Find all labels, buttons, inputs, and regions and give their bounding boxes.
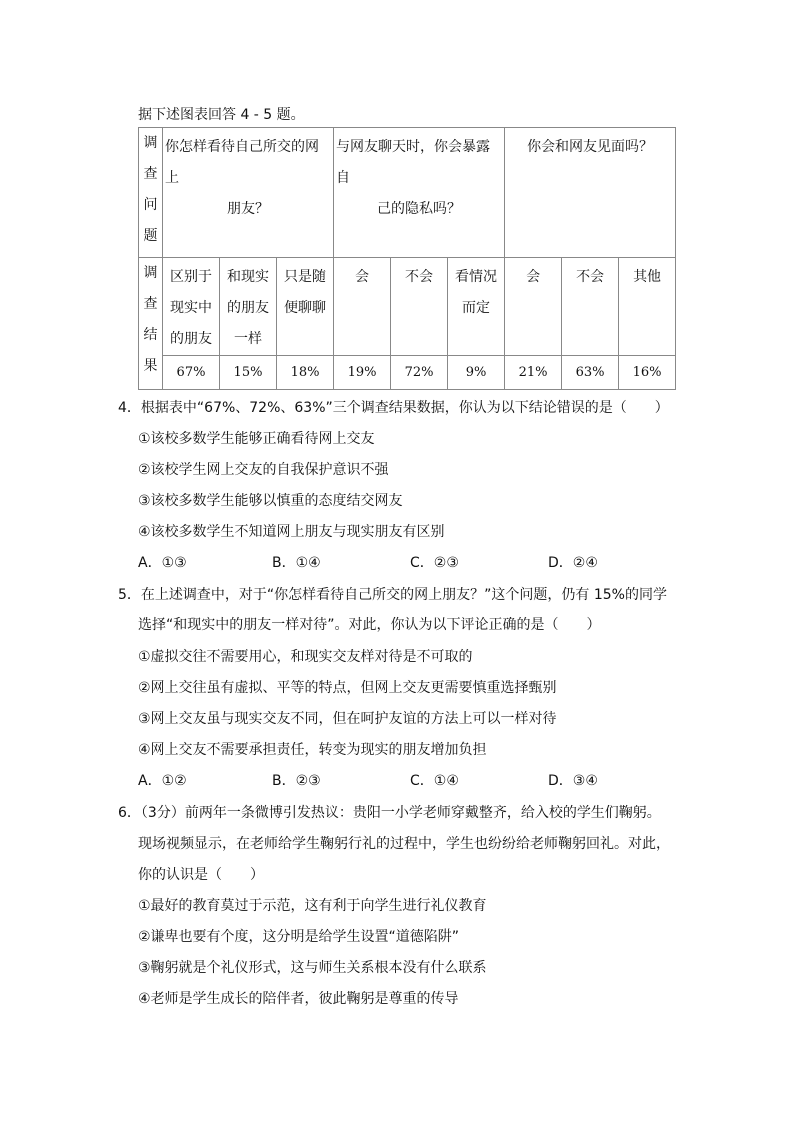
percent-cell: 16%: [619, 356, 676, 390]
option-cell: 其他: [619, 258, 676, 356]
question-1: 你怎样看待自己所交的网上 朋友？: [163, 128, 334, 258]
q6-statement: ④老师是学生成长的陪伴者，彼此鞠躬是尊重的传导: [138, 991, 459, 1007]
q6-statement: ③鞠躬就是个礼仪形式，这与师生关系根本没有什么联系: [138, 960, 487, 976]
option-cell: 会: [505, 258, 562, 356]
q6-statement: ②谦卑也要有个度，这分明是给学生设置“道德陷阱”: [138, 929, 460, 945]
q5-statement: ④网上交友不需要承担责任，转变为现实的朋友增加负担: [138, 742, 487, 758]
survey-table: [138, 127, 676, 390]
table-intro: 据下述图表回答 4 - 5 题。: [138, 107, 305, 123]
q4-statement: ②该校学生网上交友的自我保护意识不强: [138, 462, 389, 478]
percent-cell: 21%: [505, 356, 562, 390]
q5-statement: ②网上交往虽有虚拟、平等的特点，但网上交友更需要慎重选择甄别: [138, 680, 557, 696]
option-cell: 不会: [391, 258, 448, 356]
percent-cell: 67%: [163, 356, 220, 390]
q4-statement: ③该校多数学生能够以慎重的态度结交网友: [138, 493, 403, 509]
q5-choice-c[interactable]: C．①④: [410, 773, 459, 789]
q4-choice-c[interactable]: C．②③: [410, 555, 459, 571]
q5-choice-b[interactable]: B．②③: [272, 773, 321, 789]
q5-statement: ①虚拟交往不需要用心，和现实交友样对待是不可取的: [138, 649, 473, 665]
percent-cell: 19%: [334, 356, 391, 390]
percent-cell: 63%: [562, 356, 619, 390]
question-6-stem: 6．（3分）前两年一条微博引发热议：贵阳一小学老师穿戴整齐，给入校的学生们鞠躬。: [118, 805, 661, 821]
question-2: 与网友聊天时，你会暴露自 己的隐私吗？: [334, 128, 505, 258]
option-cell: 区别于 现实中 的朋友: [163, 258, 220, 356]
question-5-stem: 5．在上述调查中，对于“你怎样看待自己所交的网上朋友？”这个问题，仍有 15%的同学: [118, 587, 667, 603]
row-head-question: 调 查 问 题: [139, 128, 163, 258]
q5-statement: ③网上交友虽与现实交友不同，但在呵护友谊的方法上可以一样对待: [138, 711, 557, 727]
option-cell: 看情况 而定: [448, 258, 505, 356]
percent-cell: 18%: [277, 356, 334, 390]
question-4-stem: 4．根据表中“67%、72%、63%”三个调查结果数据，你认为以下结论错误的是（ ）: [118, 400, 669, 416]
percent-cell: 72%: [391, 356, 448, 390]
option-cell: 和现实 的朋友 一样: [220, 258, 277, 356]
question-6-stem-cont: 你的认识是（ ）: [138, 867, 264, 883]
q4-statement: ①该校多数学生能够正确看待网上交友: [138, 431, 375, 447]
q4-choice-d[interactable]: D．②④: [548, 555, 598, 571]
row-head-result: 调 查 结 果: [139, 258, 163, 390]
option-cell: 不会: [562, 258, 619, 356]
q4-choice-a[interactable]: A．①③: [138, 555, 187, 571]
q4-statement: ④该校多数学生不知道网上朋友与现实朋友有区别: [138, 524, 445, 540]
percent-cell: 15%: [220, 356, 277, 390]
question-6-stem-cont: 现场视频显示，在老师给学生鞠躬行礼的过程中，学生也纷纷给老师鞠躬回礼。对此，: [138, 836, 670, 852]
q6-statement: ①最好的教育莫过于示范，这有利于向学生进行礼仪教育: [138, 898, 487, 914]
q5-choice-d[interactable]: D．③④: [548, 773, 598, 789]
option-cell: 会: [334, 258, 391, 356]
q5-choice-a[interactable]: A．①②: [138, 773, 187, 789]
q4-choice-b[interactable]: B．①④: [272, 555, 321, 571]
question-3: 你会和网友见面吗？: [505, 128, 676, 258]
percent-cell: 9%: [448, 356, 505, 390]
option-cell: 只是随 便聊聊: [277, 258, 334, 356]
question-5-stem-cont: 选择“和现实中的朋友一样对待”。对此，你认为以下评论正确的是（ ）: [138, 617, 601, 633]
